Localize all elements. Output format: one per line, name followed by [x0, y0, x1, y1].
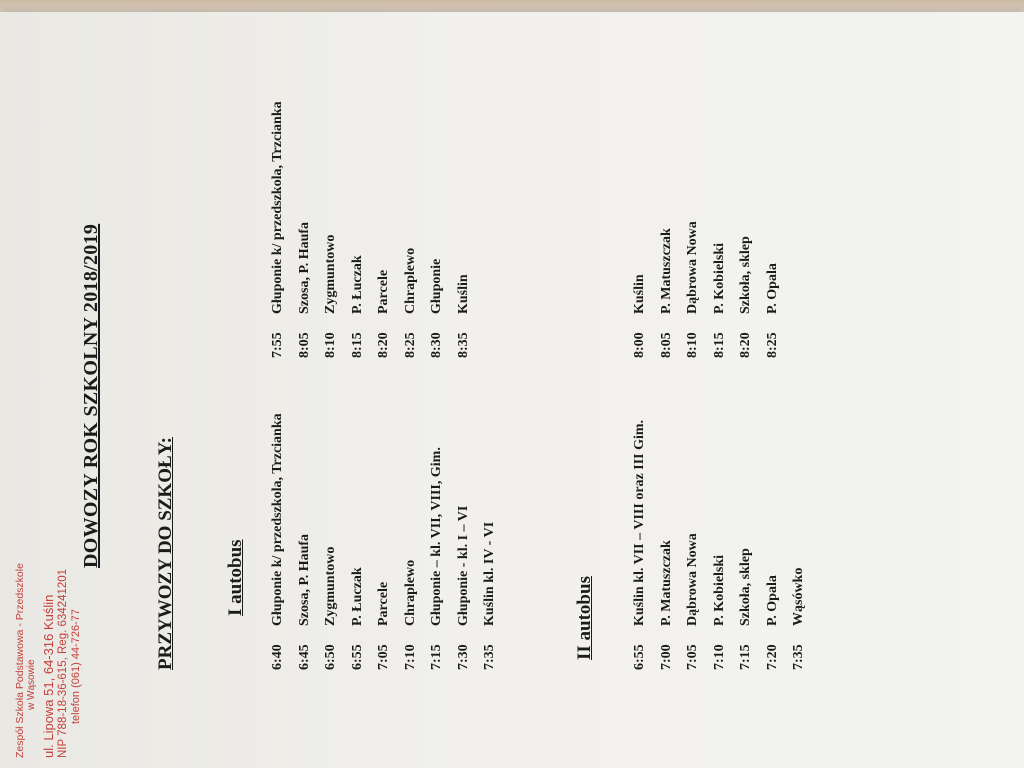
list-item	[765, 420, 792, 670]
list-item	[297, 101, 324, 358]
stop-cell: P. Opala	[764, 575, 780, 626]
time-cell: 8:10	[323, 332, 338, 358]
stop-cell: Dąbrowa Nowa	[685, 221, 700, 314]
list-item	[659, 420, 686, 670]
stop-cell: P. Opala	[764, 263, 780, 314]
stop-cell: Zygmuntowo	[323, 546, 338, 626]
bus1-morning-list	[270, 413, 509, 670]
stop-cell: Szkoła, sklep	[738, 548, 753, 626]
list-item	[685, 221, 712, 358]
stop-cell: Szosa, P. Haufa	[296, 221, 312, 314]
list-item	[632, 420, 659, 670]
stop-cell: Głuponie	[429, 258, 444, 314]
stop-cell: Kuślin kl. IV - VI	[482, 521, 497, 626]
stop-cell: P. Łuczak	[349, 255, 365, 314]
time-cell: 7:10	[711, 644, 727, 670]
list-item	[765, 221, 792, 358]
stop-cell: Głuponie – kl. VII, VIII, Gim.	[429, 447, 444, 626]
time-cell: 6:45	[296, 644, 312, 670]
list-item	[350, 413, 377, 670]
stamp-line-5: telefon (061) 44-726-77	[69, 609, 82, 724]
bus2-heading: II autobus	[574, 576, 595, 660]
stop-cell: Kuślin	[455, 274, 471, 314]
stop-cell: P. Kobielski	[711, 554, 727, 626]
time-cell: 7:55	[270, 332, 285, 358]
time-cell: 6:40	[270, 644, 285, 670]
stop-cell: P. Kobielski	[711, 242, 727, 314]
stop-cell: Głuponie k/ przedszkola, Trzcianka	[270, 101, 285, 314]
time-cell: 7:00	[658, 644, 674, 670]
list-item	[712, 420, 739, 670]
school-stamp	[14, 528, 82, 758]
list-item	[429, 413, 456, 670]
time-cell: 7:20	[764, 644, 780, 670]
time-cell: 8:20	[738, 332, 753, 358]
time-cell: 7:30	[455, 644, 471, 670]
page-title: DOWOZY ROK SZKOLNY 2018/2019	[80, 223, 102, 568]
time-cell: 8:25	[764, 332, 780, 358]
stamp-line-4: NIP 788-18-36-615, Reg. 634241201	[56, 568, 69, 758]
list-item	[685, 420, 712, 670]
time-cell: 7:05	[376, 644, 391, 670]
list-item	[659, 221, 686, 358]
bus1-second-list	[270, 101, 482, 358]
stamp-line-2: w Wąsowie	[26, 659, 38, 710]
time-cell: 6:55	[632, 644, 647, 670]
list-item	[323, 413, 350, 670]
stop-cell: Chraplewo	[402, 559, 418, 626]
list-item	[376, 101, 403, 358]
stamp-line-1: Zespół Szkoła Podstawowa - Przedszkole	[14, 563, 26, 758]
stop-cell: Wąsówko	[791, 567, 806, 626]
list-item	[456, 101, 483, 358]
stop-cell: Parcele	[376, 269, 391, 314]
time-cell: 8:20	[376, 332, 391, 358]
stop-cell: P. Matuszczak	[658, 540, 674, 626]
list-item	[429, 101, 456, 358]
time-cell: 6:50	[323, 644, 338, 670]
list-item	[270, 101, 297, 358]
stop-cell: Dąbrowa Nowa	[685, 533, 700, 626]
time-cell: 8:25	[402, 332, 418, 358]
time-cell: 8:00	[632, 332, 647, 358]
stop-cell: P. Łuczak	[349, 567, 365, 626]
time-cell: 6:55	[349, 644, 365, 670]
stop-cell: Kuślin kl. VII – VIII oraz III Gim.	[632, 419, 647, 626]
stamp-line-3: ul. Lipowa 51, 64-316 Kuślin	[40, 594, 56, 758]
list-item	[738, 420, 765, 670]
time-cell: 8:15	[349, 332, 365, 358]
list-item	[270, 413, 297, 670]
list-item	[738, 221, 765, 358]
stop-cell: Głuponie - kl. I – VI	[455, 505, 471, 626]
stop-cell: Szosa, P. Haufa	[296, 533, 312, 626]
time-cell: 8:05	[296, 332, 312, 358]
list-item	[791, 420, 818, 670]
time-cell: 7:35	[482, 644, 497, 670]
time-cell: 7:15	[738, 644, 753, 670]
time-cell: 7:35	[791, 644, 806, 670]
list-item	[403, 413, 430, 670]
stop-cell: Zygmuntowo	[323, 234, 338, 314]
time-cell: 8:30	[429, 332, 444, 358]
time-cell: 8:35	[455, 332, 471, 358]
list-item	[350, 101, 377, 358]
bus2-second-list	[632, 221, 791, 358]
time-cell: 7:05	[685, 644, 700, 670]
stop-cell: Chraplewo	[402, 247, 418, 314]
list-item	[376, 413, 403, 670]
stop-cell: Szkoła, sklep	[738, 236, 753, 314]
list-item	[297, 413, 324, 670]
stop-cell: Głuponie k/ przedszkola, Trzcianka	[270, 413, 285, 626]
stop-cell: Parcele	[376, 581, 391, 626]
list-item	[323, 101, 350, 358]
time-cell: 8:15	[711, 332, 727, 358]
bus2-morning-list	[632, 420, 818, 670]
time-cell: 8:05	[658, 332, 674, 358]
stop-cell: Kuślin	[632, 274, 647, 314]
list-item	[403, 101, 430, 358]
time-cell: 8:10	[685, 332, 700, 358]
list-item	[456, 413, 483, 670]
list-item	[632, 221, 659, 358]
time-cell: 7:15	[429, 644, 444, 670]
list-item	[712, 221, 739, 358]
bus1-heading: I autobus	[225, 539, 246, 616]
list-item	[482, 413, 509, 670]
page-subtitle: PRZYWOZY DO SZKOŁY:	[155, 437, 176, 670]
time-cell: 7:10	[402, 644, 418, 670]
stop-cell: P. Matuszczak	[658, 228, 674, 314]
